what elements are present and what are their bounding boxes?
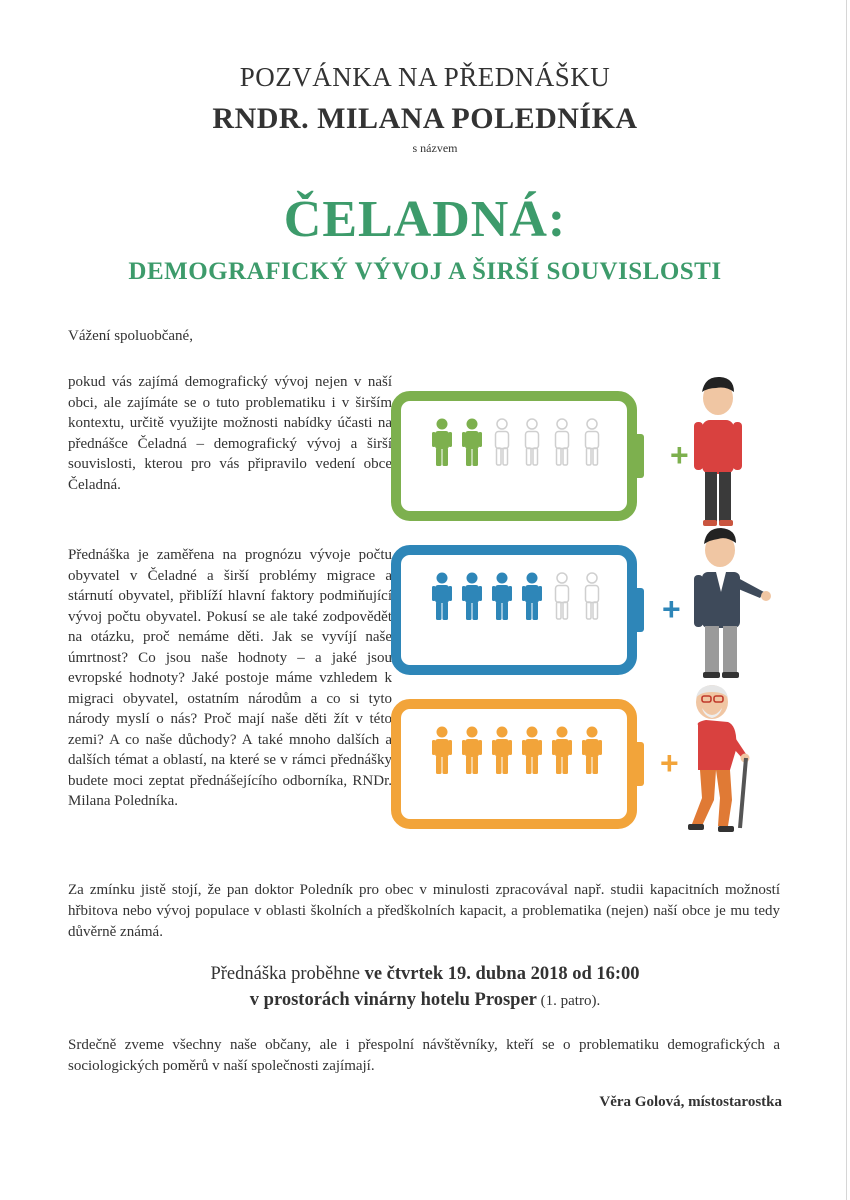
- lecture-subtitle: DEMOGRAFICKÝ VÝVOJ A ŠIRŠÍ SOUVISLOSTI: [128, 258, 722, 285]
- elderly-figure: [688, 685, 750, 832]
- greeting: Vážení spoluobčané,: [68, 328, 193, 344]
- demographic-illustration: [380, 330, 800, 845]
- paragraph-speaker: Za zmínku jistě stojí, že pan doktor Poledník pro obec v minulosti zpracovával např. studii kapacitních možností hřbitova nebo vývoj populace v oblasti školních a předškolních kapacit, a problematika (nejen) naší obce je mu tedy důvěrně známá.: [68, 882, 780, 940]
- speaker-name: RNDR. MILANA POLEDNÍKA: [212, 102, 638, 135]
- paragraph-intro: pokud vás zajímá demografický vývoj nejen v naší obci, ale zajímáte se o tuto problematiku i v širším kontextu, určitě využijte možnosti nabídky účasti na přednášce Čeladná – demografický vývoj a širší souvislosti, kterou pro vás připravilo vedení obce Čeladná.: [68, 374, 392, 493]
- battery-blue: [396, 550, 644, 670]
- event-venue-line: [0, 990, 850, 1011]
- lecture-title: ČELADNÁ:: [283, 191, 567, 248]
- paragraph-invitation: Srdečně zveme všechny naše občany, ale i přespolní návštěvníky, kteří se o problematiku demografických a sociologických poměrů v naší společnosti zajímají.: [68, 1037, 780, 1074]
- page-edge: [846, 0, 847, 1200]
- signature: Věra Golová, místostarostka: [599, 1094, 782, 1110]
- event-prefix: Přednáška proběhne: [210, 964, 365, 984]
- plus-sign-3: +: [660, 745, 679, 781]
- adult-figure: [694, 528, 771, 678]
- child-figure: [694, 377, 742, 526]
- title-intro: s názvem: [412, 141, 458, 155]
- plus-sign-2: +: [662, 591, 681, 627]
- battery-green: [396, 396, 644, 516]
- event-date-line: [0, 964, 850, 985]
- event-floor: (1. patro).: [536, 993, 601, 1009]
- paragraph-topics: Přednáška je zaměřena na prognózu vývoje počtu obyvatel v Čeladné a širší problémy migrace a stárnutí obyvatel, přiblíží hlavní faktory podmiňující vývoj počtu obyvatel. Pokusí se ale také zodpovědět na otázku, proč nemáme děti. Jak se vyvíjí naše úmrtnost? Co jsou naše hodnoty – a jaké jsou evropské hodnoty? Jaké postoje máme vzhledem k migraci obyvatel, ostatním národům a co si tyto národy myslí o nás? Proč mají naše děti žít v této zemi? A co naše důchody? A také mnoho dalších a dalších témat a oblastí, na které se v rámci přednášky budete moci zeptat přednášejícího odborníka, RNDr. Milana Poledníka.: [68, 547, 392, 809]
- invitation-heading: POZVÁNKA NA PŘEDNÁŠKU: [239, 62, 611, 92]
- event-venue: v prostorách vinárny hotelu Prosper: [249, 990, 537, 1010]
- battery-orange: [396, 704, 644, 824]
- event-datetime: ve čtvrtek 19. dubna 2018 od 16:00: [364, 964, 640, 984]
- plus-sign-1: +: [670, 437, 689, 473]
